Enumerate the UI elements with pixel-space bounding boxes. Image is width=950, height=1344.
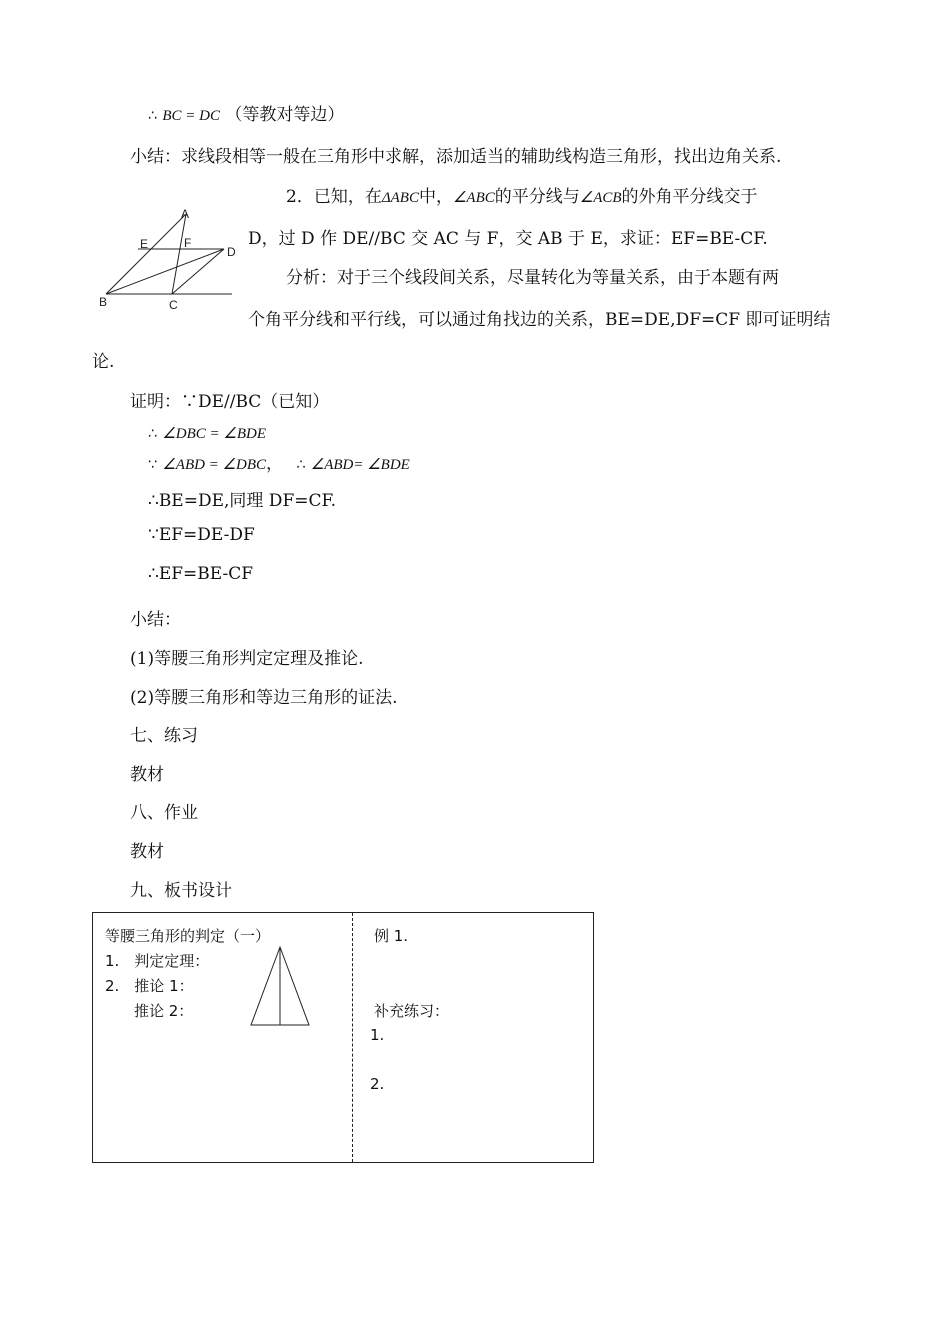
- label-c: C: [169, 298, 178, 312]
- board-left-item-3: 推论 2：: [134, 1002, 194, 1020]
- proof-line-3: ∴BE=DE,同理 DF=CF.: [148, 491, 337, 511]
- math-angle-abc: ∠ABC: [452, 190, 495, 206]
- section-homework-body: 教材: [130, 842, 164, 862]
- summary-item-1: (1)等腰三角形判定定理及推论.: [130, 649, 364, 669]
- math-angle-abd-dbc: ∠ABD = ∠DBC: [162, 457, 267, 473]
- geometry-figure: [92, 205, 242, 317]
- math-angle-acb: ∠ACB: [579, 190, 622, 206]
- conclusion-note: （等教对等边）: [225, 105, 345, 125]
- proof-title: 证明：∵DE//BC（已知）: [130, 392, 330, 412]
- therefore-symbol: ∴: [296, 457, 306, 473]
- board-right-subtitle: 补充练习：: [374, 1002, 450, 1020]
- board-design-box: [92, 912, 594, 1163]
- label-a: A: [181, 207, 190, 221]
- section-board-design: 九、板书设计: [130, 881, 232, 901]
- section-homework: 八、作业: [130, 803, 198, 823]
- math-bc-dc: BC = DC: [162, 108, 220, 124]
- board-right-title: 例 1.: [374, 927, 409, 945]
- because-symbol: ∵: [148, 457, 157, 473]
- label-f: F: [184, 236, 192, 250]
- proof-line-5: ∴EF=BE-CF: [148, 564, 254, 584]
- problem2-line2: D，过 D 作 DE//BC 交 AC 与 F，交 AB 于 E，求证：EF=BE-CF.: [248, 229, 768, 249]
- problem2-text-c: 的平分线与: [494, 187, 580, 207]
- board-left-item-1: 1. 判定定理：: [105, 952, 210, 970]
- math-angle-abd-bde: ∠ABD= ∠BDE: [310, 457, 410, 473]
- analysis-line3: 论.: [92, 352, 115, 372]
- board-right-item-1: 1.: [370, 1026, 385, 1044]
- proof-line-1: [148, 423, 266, 443]
- label-d: D: [227, 245, 236, 259]
- problem2-text-d: 的外角平分线交于: [621, 187, 758, 207]
- summary-paragraph-1: 小结：求线段相等一般在三角形中求解，添加适当的辅助线构造三角形，找出边角关系.: [130, 147, 782, 167]
- board-divider: [352, 913, 353, 1162]
- analysis-line1: 分析：对于三个线段间关系，尽量转化为等量关系，由于本题有两: [286, 268, 779, 288]
- line-bd: [106, 249, 224, 294]
- math-triangle-abc: ΔABC: [381, 190, 419, 206]
- summary-item-2: (2)等腰三角形和等边三角形的证法.: [130, 688, 398, 708]
- problem2-line1: [286, 182, 758, 207]
- therefore-symbol: ∴: [148, 426, 157, 442]
- line-cd: [172, 249, 224, 294]
- comma: ，: [266, 454, 284, 474]
- conclusion-line: [148, 100, 344, 125]
- section-practice-body: 教材: [130, 765, 164, 785]
- isosceles-triangle-figure: [249, 945, 313, 1027]
- section-practice: 七、练习: [130, 726, 198, 746]
- problem2-text-b: 中，: [418, 187, 453, 207]
- label-b: B: [99, 295, 108, 309]
- board-left-title: 等腰三角形的判定（一）: [105, 927, 271, 945]
- math-angle-dbc-bde: ∠DBC = ∠BDE: [162, 426, 267, 442]
- problem2-text-a: 2．已知，在: [286, 187, 382, 207]
- analysis-line2: 个角平分线和平行线，可以通过角找边的关系，BE=DE,DF=CF 即可证明结: [248, 310, 831, 330]
- therefore-symbol: ∴: [148, 108, 157, 124]
- board-left-item-2: 2. 推论 1：: [105, 977, 194, 995]
- proof-line-4: ∵EF=DE-DF: [148, 525, 255, 545]
- label-e: E: [140, 237, 149, 251]
- board-right-item-2: 2.: [370, 1075, 385, 1093]
- summary-heading-2: 小结：: [130, 610, 181, 630]
- proof-line-2: [148, 449, 410, 474]
